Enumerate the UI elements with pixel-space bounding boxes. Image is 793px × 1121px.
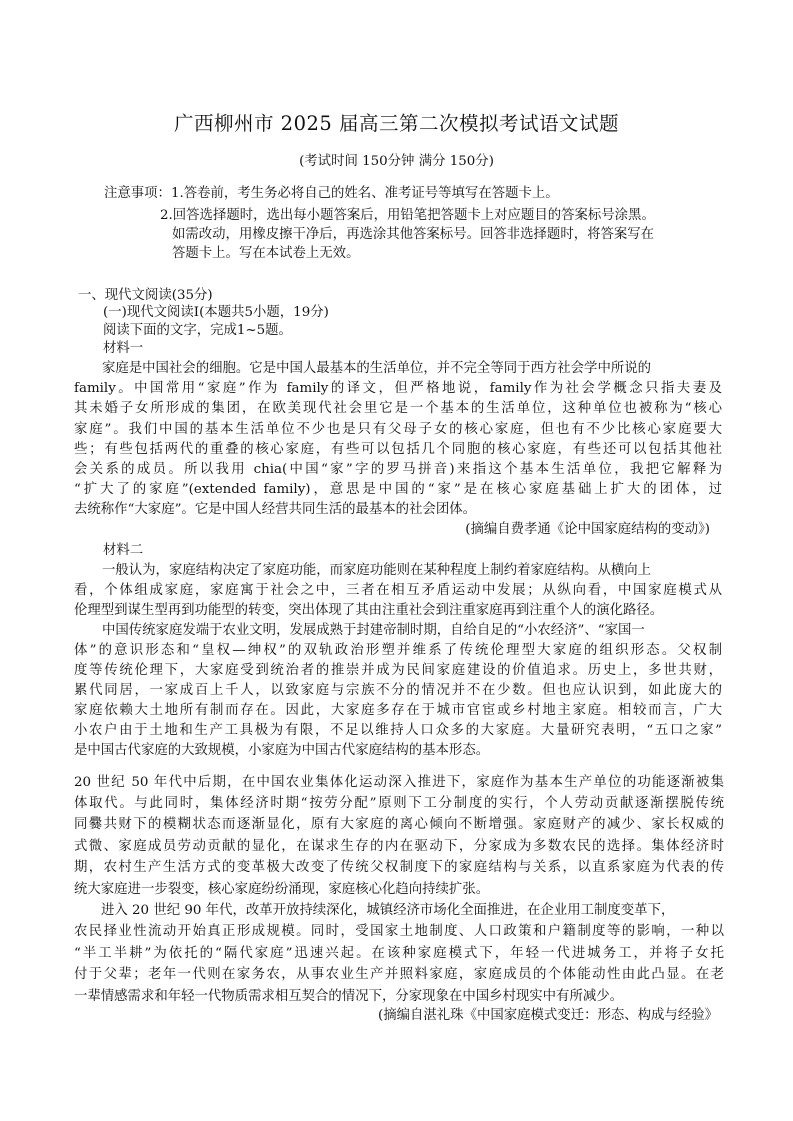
text-line: 中国传统家庭发端于农业文明，发展成熟于封建帝制时期，自给自足的“小农经济”、“家国一 (102, 623, 645, 638)
text-line: “半工半耕”为依托的“隔代家庭”迅速兴起。在该种家庭模式下，年轻一代进城务工，并将子女托 (74, 946, 724, 961)
note-line: 答题卡上。写在本试卷上无效。 (172, 246, 360, 261)
material2-source: (摘编自湛礼珠《中国家庭模式变迁：形态、构成与经验》 (378, 1008, 718, 1023)
text-line: 小农户由于土地和生产工具极为有限，不足以维持人口众多的大家庭。大量研究表明，“五口之家” (74, 723, 722, 738)
text-line: 农民择业性流动开始真正形成规模。同时，受国家土地制度、人口政策和户籍制度等的影响，一种以 (74, 924, 724, 939)
text-line: 去统称作“大家庭”。它是中国人经营共同生活的最基本的社会团体。 (74, 502, 477, 517)
text-line: 期，农村生产生活方式的变革极大改变了传统父权制度下的家庭结构与关系，以直系家庭为代表的传 (74, 860, 724, 875)
text-line: 伦理型到谋生型再到功能型的转变，突出体现了其由注重社会到注重家庭再到注重个人的演化路径。 (74, 603, 664, 618)
exam-title: 广西柳州市 2025 届高三第二次模拟考试语文试题 (173, 112, 620, 135)
text-line: 累代同居，一家成百上千人，以致家庭与宗族不分的情况并不在少数。但也应认识到，如此庞大的 (74, 683, 722, 698)
text-line: family。中国常用“家庭”作为 family的译文，但严格地说，family作为社会学概念只指夫妻及 (74, 381, 722, 396)
text-line: 一般认为，家庭结构决定了家庭功能，而家庭功能则在某种程度上制约着家庭结构。从横向上 (102, 563, 652, 578)
text-line: 体取代。与此同时，集体经济时期“按劳分配”原则下工分制度的实行，个人劳动贡献逐渐摆脱传统 (74, 796, 724, 811)
note-line: 如需改动，用橡皮擦干净后，再选涂其他答案标号。回答非选择题时，将答案写在 (172, 227, 655, 242)
text-line: 20 世纪 50 年代中后期，在中国农业集体化运动深入推进下，家庭作为基本生产单位的功能逐渐被集 (74, 775, 724, 790)
text-line: 家庭是中国社会的细胞。它是中国人最基本的生活单位，并不完全等同于西方社会学中所说的 (102, 361, 652, 376)
text-line: 同爨共财下的模糊状态而逐渐显化，原有大家庭的离心倾向不断增强。家庭财产的减少、家长权威的 (74, 817, 724, 832)
text-line: 一辈情感需求和年轻一代物质需求相互契合的情况下，分家现象在中国乡村现实中有所减少。 (74, 989, 624, 1004)
note-line: 注意事项：1.答卷前，考生务必将自己的姓名、准考证号等填写在答题卡上。 (104, 186, 559, 201)
text-line: 些；有些包括两代的重叠的核心家庭，有些可以包括几个同胞的核心家庭，有些还可以包括其他社 (74, 442, 722, 457)
text-line: 其未婚子女所形成的集团，在欧美现代社会里它是一个基本的生活单位，这种单位也被称为“核心 (74, 401, 722, 416)
exam-duration-and-score: (考试时间 150分钟 满分 150分) (299, 154, 494, 169)
text-line: 体”的意识形态和“皇权—绅权”的双轨政治形塑并维系了传统伦理型大家庭的组织形态。父权制 (74, 643, 722, 658)
material-label: 材料二 (103, 543, 144, 558)
text-line: “扩大了的家庭”(extended family)，意思是中国的“家”是在核心家庭基础上扩大的团体，过 (74, 482, 722, 497)
material-label: 材料一 (103, 341, 144, 356)
text-line: 是中国古代家庭的大致规模，小家庭为中国古代家庭结构的基本形态。 (74, 743, 490, 758)
text-line: 度等传统伦理下，大家庭受到统治者的推崇并成为民间家庭建设的价值追求。历史上，多世共财， (74, 663, 722, 678)
text-line: 家庭”。我们中国的基本生活单位不少也是只有父母子女的核心家庭，但也有不少比核心家庭要大 (74, 422, 722, 437)
text-line: 进入 20 世纪 90 年代，改革开放持续深化，城镇经济市场化全面推进，在企业用工制度变革下， (101, 903, 675, 918)
text-line: 看，个体组成家庭，家庭寓于社会之中，三者在相互矛盾运动中发展；从纵向看，中国家庭模式从 (74, 583, 722, 598)
material1-source: (摘编自费孝通《论中国家庭结构的变动》) (465, 522, 710, 537)
subsection-heading: (一)现代文阅读Ⅰ(本题共5小题，19分) (103, 305, 329, 320)
text-line: 会关系的成员。所以我用 chia(中国“家”字的罗马拼音)来指这个基本生活单位，我把它解释为 (74, 462, 722, 477)
text-line: 统大家庭进一步裂变，核心家庭纷纷涌现，家庭核心化趋向持续扩张。 (74, 882, 490, 897)
note-line: 2.回答选择题时，选出每小题答案后，用铅笔把答题卡上对应题目的答案标号涂黑。 (160, 208, 655, 223)
text-line: 付于父辈；老年一代则在家务农，从事农业生产并照料家庭，家庭成员的个体能动性由此凸显。在老 (74, 967, 724, 982)
reading-instruction: 阅读下面的文字，完成1~5题。 (103, 323, 292, 338)
text-line: 家庭依赖大土地所有制而存在。因此，大家庭多存在于城市官宦或乡村地主家庭。相较而言，广大 (74, 703, 722, 718)
text-line: 式微、家庭成员劳动贡献的显化，在谋求生存的内在驱动下，分家成为多数农民的选择。集体经济时 (74, 839, 724, 854)
section-heading: 一、现代文阅读(35分) (78, 288, 213, 303)
